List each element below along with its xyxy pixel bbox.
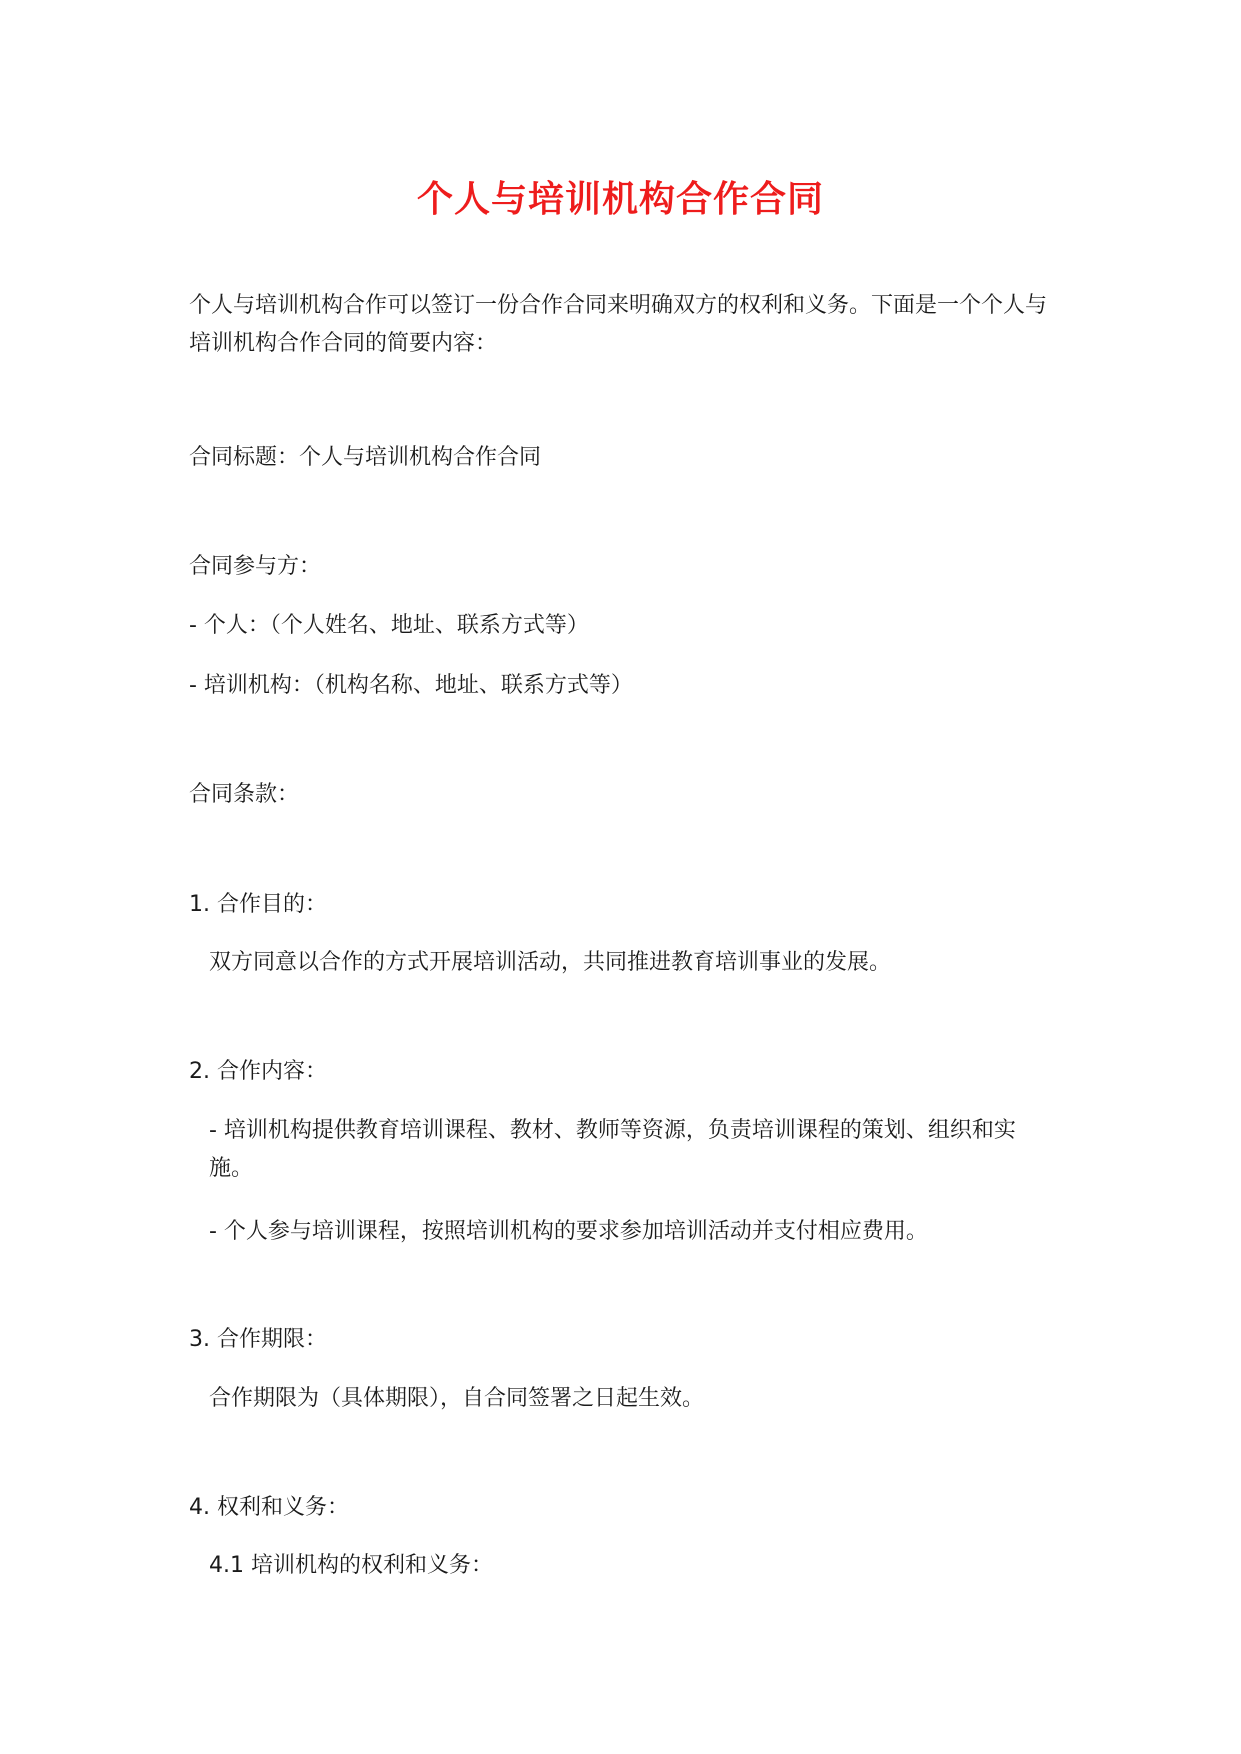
- party-individual: - 个人：（个人姓名、地址、联系方式等）: [189, 613, 589, 638]
- document-title: 个人与培训机构合作合同: [416, 179, 824, 220]
- section-1-body: 双方同意以合作的方式开展培训活动，共同推进教育培训事业的发展。: [209, 950, 892, 975]
- section-3-body: 合作期限为（具体期限），自合同签署之日起生效。: [209, 1386, 705, 1411]
- section-2-item-1: - 培训机构提供教育培训课程、教材、教师等资源，负责培训课程的策划、组织和实施。: [209, 1118, 1016, 1181]
- terms-heading: 合同条款：: [189, 782, 300, 807]
- intro-paragraph: 个人与培训机构合作可以签订一份合作合同来明确双方的权利和义务。下面是一个个人与培训机构合作合同的简要内容：: [189, 293, 1048, 356]
- section-4-heading: 4. 权利和义务：: [189, 1495, 349, 1520]
- section-2-item-2: - 个人参与培训课程，按照培训机构的要求参加培训活动并支付相应费用。: [209, 1219, 928, 1244]
- parties-heading: 合同参与方：: [189, 554, 322, 579]
- section-3-heading: 3. 合作期限：: [189, 1327, 327, 1352]
- contract-title-line: 合同标题：个人与培训机构合作合同: [189, 445, 542, 470]
- section-1-heading: 1. 合作目的：: [189, 892, 327, 917]
- section-2-heading: 2. 合作内容：: [189, 1059, 327, 1084]
- section-4-1-heading: 4.1 培训机构的权利和义务：: [209, 1553, 493, 1578]
- party-institution: - 培训机构：（机构名称、地址、联系方式等）: [189, 673, 633, 698]
